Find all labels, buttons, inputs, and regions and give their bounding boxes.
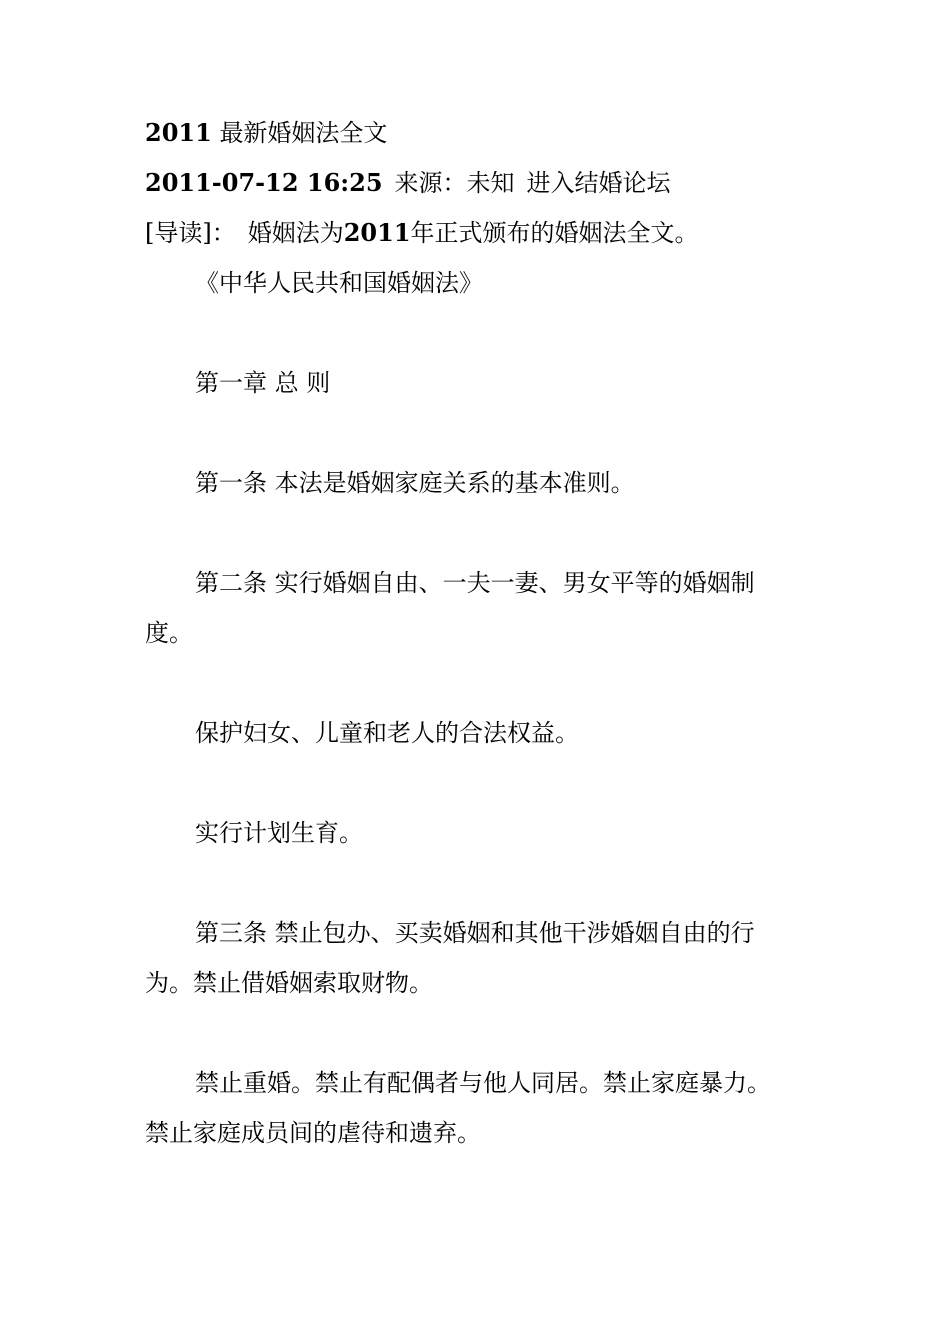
article-2-line-2: 度。: [145, 619, 193, 647]
intro-text-a: 婚姻法为: [247, 219, 344, 247]
article-3-line-1: 第三条 禁止包办、买卖婚姻和其他干涉婚姻自由的行: [195, 919, 755, 947]
intro-label: [导读]：: [145, 219, 236, 247]
chapter-heading: 第一章 总 则: [195, 369, 331, 397]
article-2-line-1: 第二条 实行婚姻自由、一夫一妻、男女平等的婚姻制: [195, 569, 755, 597]
intro-year: 2011: [343, 218, 411, 247]
article-3-para-2-line-1: 禁止重婚。禁止有配偶者与他人同居。禁止家庭暴力。: [195, 1069, 771, 1097]
forum-link[interactable]: 进入结婚论坛: [526, 169, 671, 197]
source-label: 来源：未知: [394, 169, 515, 197]
article-3-line-2: 为。禁止借婚姻索取财物。: [145, 969, 433, 997]
intro-text-b: 年正式颁布的婚姻法全文。: [410, 219, 699, 247]
document-title: [145, 117, 387, 149]
title-text: 最新婚姻法全文: [219, 119, 388, 147]
publish-datetime: 2011-07-12 16:25: [145, 168, 383, 197]
meta-line: [145, 167, 671, 199]
law-name: 《中华人民共和国婚姻法》: [195, 269, 483, 297]
intro-line: [145, 217, 699, 249]
article-1: 第一条 本法是婚姻家庭关系的基本准则。: [195, 469, 635, 497]
article-3-para-2-line-2: 禁止家庭成员间的虐待和遗弃。: [145, 1119, 481, 1147]
title-year: 2011: [145, 118, 212, 147]
article-2-para-3: 实行计划生育。: [195, 819, 363, 847]
article-2-para-2: 保护妇女、儿童和老人的合法权益。: [195, 719, 579, 747]
